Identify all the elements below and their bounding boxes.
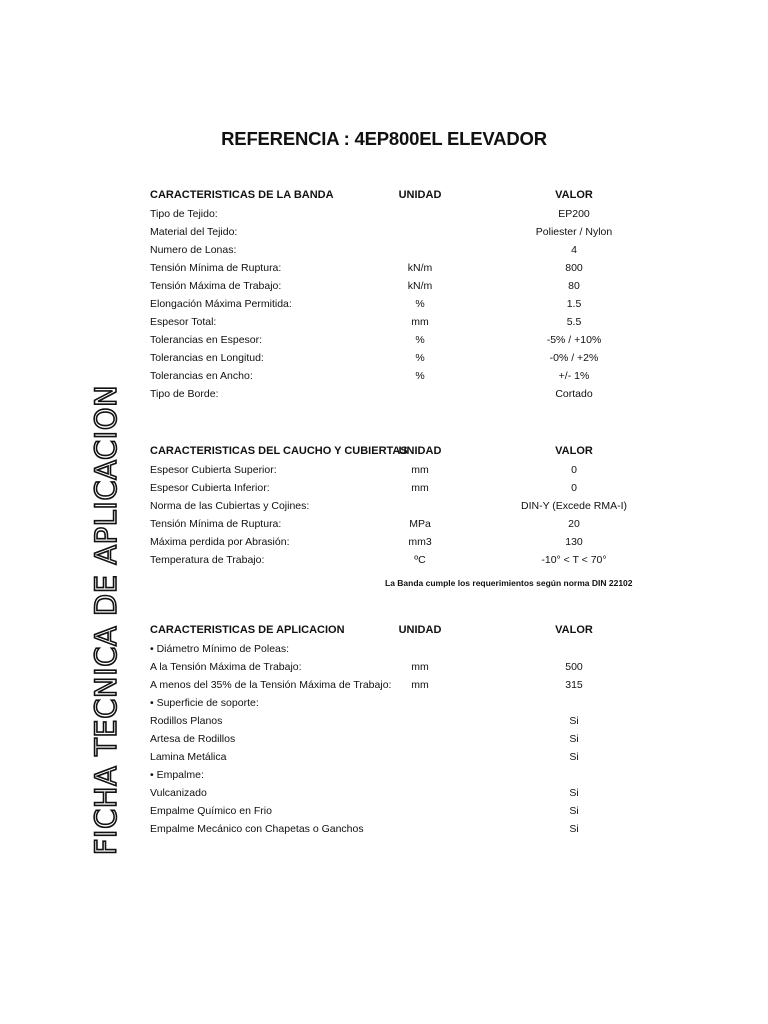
value-column-header: VALOR (555, 445, 593, 457)
spec-unit: kN/m (407, 262, 433, 274)
spec-value: 1.5 (566, 298, 582, 310)
spec-value: -10° < T < 70° (541, 554, 607, 566)
spec-row (150, 479, 620, 497)
section-title: CARACTERISTICAS DEL CAUCHO Y CUBIERTAS (150, 445, 408, 457)
spec-value: -0% / +2% (549, 352, 599, 364)
spec-label: Máxima perdida por Abrasión: (150, 536, 290, 548)
spec-value: 0 (571, 464, 577, 476)
spec-value: Poliester / Nylon (535, 226, 613, 238)
spec-row (150, 241, 620, 259)
spec-value: 20 (568, 518, 580, 530)
section-header (150, 441, 620, 461)
spec-label: Material del Tejido: (150, 226, 238, 238)
spec-value: 5.5 (566, 316, 582, 328)
spec-label: A menos del 35% de la Tensión Máxima de Trabajo: (150, 679, 392, 691)
section-caucho-cubiertas (150, 441, 627, 569)
spec-row (150, 259, 620, 277)
spec-label: Lamina Metálica (150, 751, 227, 763)
spec-value: Si (569, 823, 579, 835)
spec-row (150, 820, 620, 838)
unit-column-header: UNIDAD (398, 445, 442, 457)
spec-unit: ºC (414, 554, 426, 566)
unit-column-header: UNIDAD (398, 624, 442, 636)
spec-label: Temperatura de Trabajo: (150, 554, 265, 566)
spec-row (150, 295, 620, 313)
spec-value: +/- 1% (558, 370, 590, 382)
section-header (150, 620, 620, 640)
spec-row (150, 748, 620, 766)
section-title: CARACTERISTICAS DE LA BANDA (150, 189, 334, 201)
section-banda (150, 185, 620, 403)
spec-unit: % (415, 298, 425, 310)
spec-unit: mm (411, 316, 429, 328)
spec-row (150, 658, 620, 676)
spec-unit: mm (411, 464, 429, 476)
spec-row (150, 766, 620, 784)
spec-value: DIN-Y (Excede RMA-I) (521, 500, 627, 512)
spec-unit: % (415, 352, 425, 364)
spec-row (150, 367, 620, 385)
spec-row (150, 640, 620, 658)
spec-label: • Diámetro Mínimo de Poleas: (150, 643, 290, 655)
spec-label: • Superficie de soporte: (150, 697, 259, 709)
value-column-header: VALOR (555, 624, 593, 636)
spec-value: Si (569, 751, 579, 763)
spec-label: Elongación Máxima Permitida: (150, 298, 292, 310)
spec-unit: mm3 (408, 536, 432, 548)
spec-label: Tolerancias en Espesor: (150, 334, 263, 346)
spec-value: 500 (565, 661, 583, 673)
spec-label: Espesor Total: (150, 316, 217, 328)
section-aplicacion (150, 620, 620, 838)
spec-label: Artesa de Rodillos (150, 733, 236, 745)
spec-label: Tolerancias en Longitud: (150, 352, 264, 364)
vertical-side-title: FICHA TECNICA DE APLICACION (89, 384, 123, 856)
spec-row (150, 205, 620, 223)
spec-row (150, 497, 627, 515)
unit-column-header: UNIDAD (398, 189, 442, 201)
spec-label: Tensión Mínima de Ruptura: (150, 518, 282, 530)
spec-label: Empalme Mecánico con Chapetas o Ganchos (150, 823, 364, 835)
spec-unit: mm (411, 482, 429, 494)
spec-label: Espesor Cubierta Superior: (150, 464, 277, 476)
value-column-header: VALOR (555, 189, 593, 201)
spec-value: Si (569, 787, 579, 799)
spec-row (150, 223, 620, 241)
spec-label: Tensión Mínima de Ruptura: (150, 262, 282, 274)
section-title: CARACTERISTICAS DE APLICACION (150, 624, 345, 636)
spec-label: Empalme Químico en Frio (150, 805, 272, 817)
spec-label: Tolerancias en Ancho: (150, 370, 253, 382)
spec-value: 800 (565, 262, 583, 274)
spec-unit: mm (411, 679, 429, 691)
spec-row (150, 784, 620, 802)
spec-label: Numero de Lonas: (150, 244, 237, 256)
spec-row (150, 551, 620, 569)
spec-unit: MPa (409, 518, 431, 530)
spec-value: -5% / +10% (546, 334, 602, 346)
spec-row (150, 694, 620, 712)
spec-label: A la Tensión Máxima de Trabajo: (150, 661, 302, 673)
spec-unit: kN/m (407, 280, 433, 292)
spec-label: • Empalme: (150, 769, 204, 781)
spec-label: Rodillos Planos (150, 715, 223, 727)
spec-unit: % (415, 370, 425, 382)
spec-row (150, 349, 620, 367)
spec-value: Si (569, 805, 579, 817)
spec-row (150, 331, 620, 349)
spec-label: Norma de las Cubiertas y Cojines: (150, 500, 310, 512)
spec-row (150, 712, 620, 730)
section-header (150, 185, 620, 205)
spec-row (150, 802, 620, 820)
spec-value: Cortado (555, 388, 593, 400)
spec-value: 80 (568, 280, 580, 292)
spec-row (150, 676, 620, 694)
spec-value: Si (569, 733, 579, 745)
spec-row (150, 515, 620, 533)
spec-label: Tipo de Borde: (150, 388, 219, 400)
spec-value: EP200 (558, 208, 590, 220)
spec-unit: mm (411, 661, 429, 673)
spec-row (150, 533, 620, 551)
compliance-note: La Banda cumple los requerimientos según norma DIN 22102 (385, 578, 633, 588)
document-title: REFERENCIA : 4EP800EL ELEVADOR (221, 128, 547, 149)
spec-row (150, 277, 620, 295)
spec-label: Vulcanizado (150, 787, 207, 799)
spec-row (150, 385, 620, 403)
spec-label: Tipo de Tejido: (150, 208, 218, 220)
spec-value: Si (569, 715, 579, 727)
spec-row (150, 730, 620, 748)
spec-value: 0 (571, 482, 577, 494)
spec-unit: % (415, 334, 425, 346)
spec-value: 315 (565, 679, 583, 691)
spec-row (150, 461, 620, 479)
spec-value: 130 (565, 536, 583, 548)
spec-label: Tensión Máxima de Trabajo: (150, 280, 282, 292)
spec-row (150, 313, 620, 331)
spec-label: Espesor Cubierta Inferior: (150, 482, 270, 494)
spec-value: 4 (571, 244, 577, 256)
